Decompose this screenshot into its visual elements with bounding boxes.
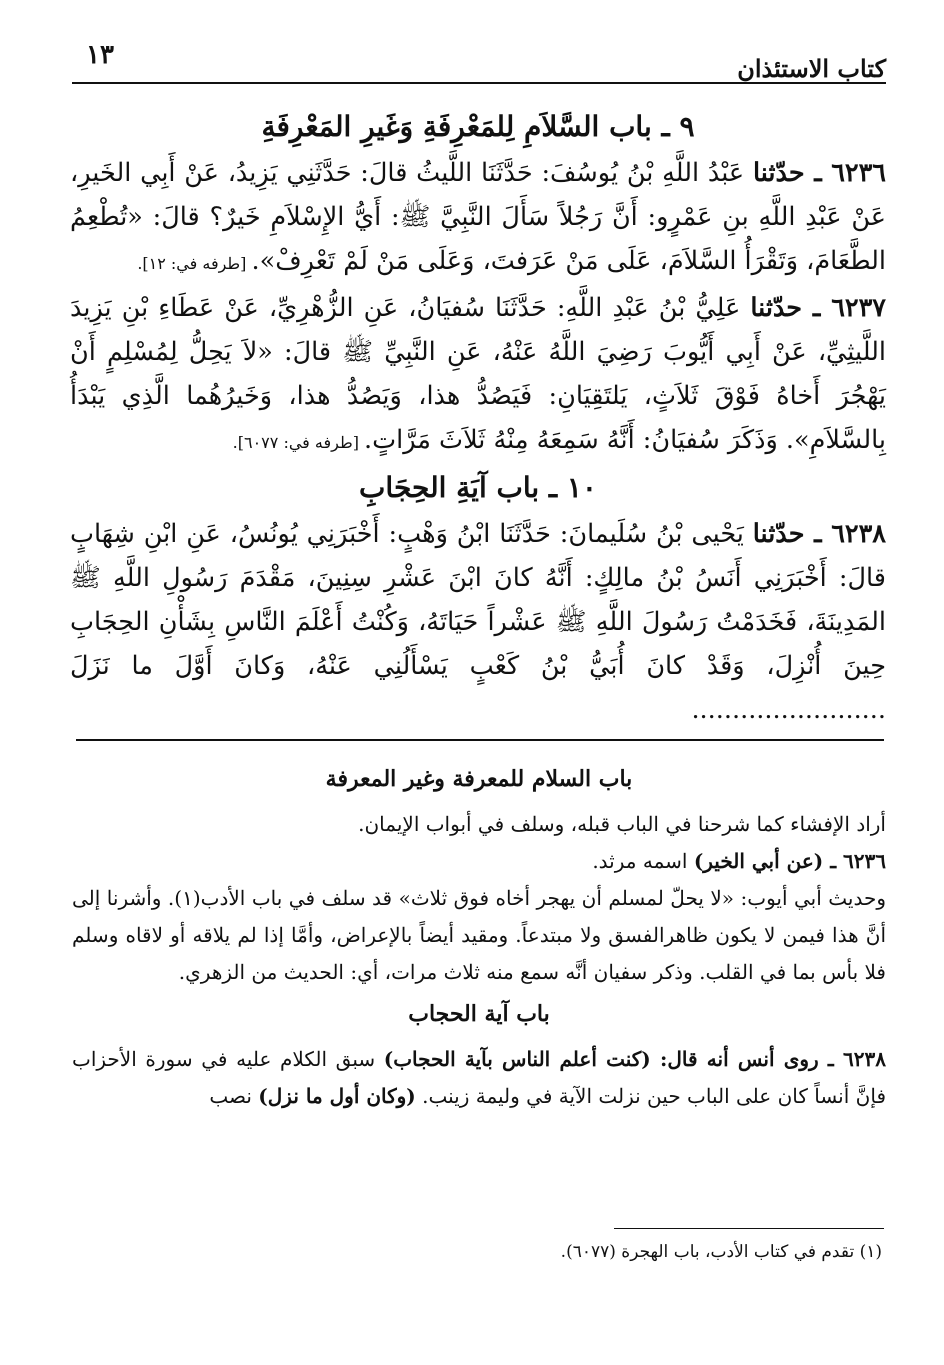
commentary-lemma: ٦٢٣٨ ـ روى أنس أنه قال: (كنت أعلم الناس بآية الحجاب) [383, 1047, 886, 1071]
section-heading-9: ٩ ـ باب السَّلاَمِ لِلمَعْرِفَةِ وَغَيرِ المَعْرِفَةِ [261, 110, 695, 143]
chapter-title: كتاب الاستئذان [737, 54, 886, 83]
hadith-body: عَبْدُ اللَّهِ بْنُ يُوسُفَ: حَدَّثَنَا اللَّيثُ قالَ: حَدَّثَنِي يَزِيدُ، عَنْ أَبِي الخَيرِ، عَنْ عَبْدِ اللَّهِ بنِ عَمْرٍو: أَنَّ رَجُلاً سَأَلَ النَّبِيَّ ﷺ: أَيُّ الإِسْلاَمِ خَيرٌ؟ قالَ: «تُطْعِمُ الطَّعَامَ، وَتَقْرَأُ السَّلاَمَ، عَلَى مَنْ عَرَفتَ، وَعَلَى مَنْ لَمْ تَعْرِفْ». [70, 158, 886, 276]
hadith-6238 [70, 512, 886, 732]
hadith-number: ٦٢٣٨ ـ حدّثنا [752, 519, 886, 549]
section-divider [76, 739, 884, 741]
hadith-text-section [70, 104, 886, 732]
commentary-heading-1: باب السلام للمعرفة وغير المعرفة [325, 766, 633, 792]
commentary-text: اسمه مرثد. [592, 849, 694, 873]
hadith-6236 [70, 151, 886, 286]
hadith-number: ٦٢٣٦ ـ حدّثنا [752, 158, 887, 188]
section-heading-10: ١٠ ـ باب آيَةِ الحِجَابِ [359, 471, 597, 504]
commentary-text: نصب [209, 1084, 259, 1108]
footnote: (١) تقدم في كتاب الأدب، باب الهجرة (٦٠٧٧). [560, 1242, 882, 1262]
tarf-reference: [طرفه في: ٦٠٧٧]. [232, 433, 365, 452]
hadith-6237 [70, 286, 886, 465]
footnote-rule [614, 1228, 884, 1229]
commentary-lemma: ٦٢٣٦ ـ (عن أبي الخير) [693, 849, 886, 873]
commentary-lemma: (وكان أول ما نزل) [258, 1084, 416, 1108]
hadith-number: ٦٢٣٧ ـ حدّثنا [750, 293, 887, 323]
hadith-body: عَلِيُّ بْنُ عَبْدِ اللَّهِ: حَدَّثَنَا سُفيَانُ، عَنِ الزُّهْرِيِّ، عَنْ عَطَاءِ بْنِ يَزِيدَ اللَّيثِيِّ، عَنْ أَبِي أَيُّوبَ رَضِيَ اللَّهُ عَنْهُ، عَنِ النَّبِيِّ ﷺ قالَ: «لاَ يَحِلُّ لِمُسْلِمٍ أَنْ يَهْجُرَ أَخاهُ فَوْقَ ثَلاَثٍ، يَلتَقِيَانِ: فَيَصُدُّ هذا، وَيَصُدُّ هذا، وَخَيرُهُما الَّذِي يَبْدَأُ بِالسَّلاَمِ». وَذَكَرَ سُفيَانُ: أَنَّهُ سَمِعَهُ مِنْهُ ثَلاَثَ مَرَّاتٍ. [70, 293, 886, 455]
hadith-body: يَحْيى بْنُ سُلَيمانَ: حَدَّثَنَا ابْنُ وَهْبٍ: أَخْبَرَنِي يُونُسُ، عَنِ ابْنِ شِهَابٍ قالَ: أَخْبَرَنِي أَنَسُ بْنُ مالِكٍ: أَنَّهُ كانَ ابْنَ عَشْرِ سِنِينَ، مَقْدَمَ رَسُولِ اللَّهِ ﷺ المَدِينَةَ، فَخَدَمْتُ رَسُولَ اللَّهِ ﷺ عَشْراً حَيَاتَهُ، وَكُنْتُ أَعْلَمَ النَّاسِ بِشَأْنِ الحِجَابِ حِينَ أُنْزِلَ، وَقَدْ كانَ أُبَيُّ بْنُ كَعْبٍ يَسْأَلُنِي عَنْهُ، وَكانَ أَوَّلَ ما نَزَلَ ........................ [70, 519, 886, 725]
commentary-section [72, 756, 886, 1115]
commentary-heading-2: باب آية الحجاب [408, 1001, 550, 1027]
commentary-paragraph: أراد الإفشاء كما شرحنا في الباب قبله، وسلف في أبواب الإيمان. [358, 812, 886, 836]
commentary-paragraph [72, 843, 886, 880]
page-number: ١٣ [86, 40, 114, 70]
commentary-paragraph: وحديث أبي أيوب: «لا يحلّ لمسلم أن يهجر أخاه فوق ثلاث» قد سلف في باب الأدب(١). وأشرنا إلى أنَّ هذا فيمن لا يكون ظاهرالفسق ولا مبتدعاً. ومقيد أيضاً بالإعراض، وأمَّا إذا لم يلاقه أو لاقاه وسلم فلا بأس بما في القلب. وذكر سفيان أنَّه سمع منه ثلاث مرات، أي: الحديث من الزهري. [72, 886, 886, 984]
running-header [72, 38, 886, 84]
commentary-paragraph [72, 1041, 886, 1115]
commentary-text: سبق الكلام عليه في سورة الأحزاب فإنَّ أنساً كان على الباب حين نزلت الآية في وليمة زينب. [72, 1047, 886, 1108]
tarf-reference: [طرفه في: ١٢]. [137, 254, 252, 273]
